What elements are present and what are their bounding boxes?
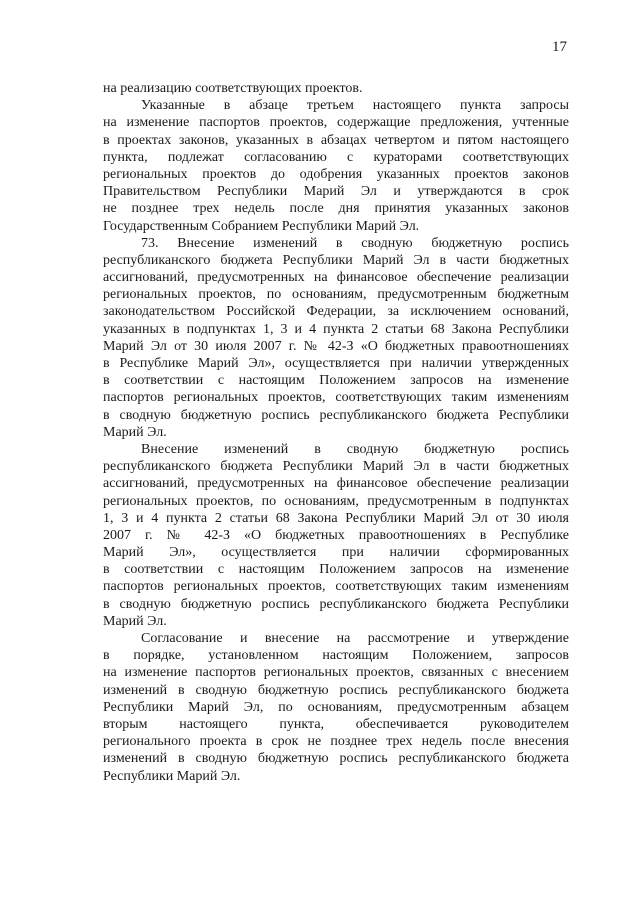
text-line: изменений в сводную бюджетную роспись республиканского бюджета: [103, 682, 569, 698]
text-line: ассигнований, предусмотренных на финансовое обеспечение реализации: [103, 270, 569, 286]
text-line: изменений в сводную бюджетную роспись республиканского бюджета: [103, 751, 569, 767]
text-line: республиканского бюджета Республики Марий Эл в части бюджетных: [103, 252, 569, 268]
text-line: Республики Марий Эл, по основаниям, предусмотренным абзацем: [103, 699, 569, 715]
text-line: региональных проектов до одобрения указанных проектов законов: [103, 166, 569, 182]
text-line: Внесение изменений в сводную бюджетную роспись: [141, 441, 569, 457]
text-line: на реализацию соответствующих проектов.: [103, 81, 363, 96]
text-line: в Республике Марий Эл», осуществляется при наличии утвержденных: [103, 356, 569, 371]
text-line: Марий Эл», осуществляется при наличии сформированных: [103, 545, 569, 561]
text-line: пункта, подлежат согласованию с кураторами соответствующих: [103, 149, 569, 165]
text-line: 1, 3 и 4 пункта 2 статьи 68 Закона Республики Марий Эл от 30 июля: [103, 510, 569, 526]
text-line: ассигнований, предусмотренных на финансовое обеспечение реализации: [103, 476, 569, 492]
text-line: на изменение паспортов региональных проектов, связанных с внесением: [103, 665, 569, 681]
page-number: 17: [552, 39, 567, 55]
text-line: паспортов региональных проектов, соответствующих таким изменениям: [103, 390, 569, 406]
text-line: законодательством Российской Федерации, за исключением оснований,: [103, 304, 569, 320]
text-line: указанных в подпунктах 1, 3 и 4 пункта 2 статьи 68 Закона Республики: [103, 321, 569, 337]
text-line: в сводную бюджетную роспись республиканского бюджета Республики: [103, 596, 569, 612]
text-line: Правительством Республики Марий Эл и утверждаются в срок: [103, 184, 569, 200]
text-line: Марий Эл.: [103, 613, 167, 629]
text-line: Марий Эл от 30 июля 2007 г. № 42-З «О бюджетных правоотношениях: [103, 338, 569, 354]
text-line: в проектах законов, указанных в абзацах четвертом и пятом настоящего: [103, 132, 569, 148]
text-line: Государственным Собранием Республики Марий Эл.: [103, 218, 420, 234]
text-line: в порядке, установленном настоящим Положением, запросов: [103, 648, 569, 664]
text-line: вторым настоящего пункта, обеспечивается руководителем: [103, 716, 569, 732]
text-line: в соответствии с настоящим Положением запросов на изменение: [103, 562, 569, 578]
text-line: Согласование и внесение на рассмотрение и утверждение: [141, 631, 569, 646]
text-line: региональных проектов, по основаниям, предусмотренным бюджетным: [103, 287, 569, 303]
text-line: в соответствии с настоящим Положением запросов на изменение: [103, 373, 569, 389]
text-line: Марий Эл.: [103, 424, 167, 440]
document-body: [103, 80, 569, 785]
text-line: Республики Марий Эл.: [103, 768, 241, 784]
text-line: в сводную бюджетную роспись республиканского бюджета Республики: [103, 407, 569, 423]
text-line: Указанные в абзаце третьем настоящего пункта запросы: [141, 98, 569, 114]
text-line: не позднее трех недель после дня принятия указанных законов: [103, 201, 569, 217]
text-line: паспортов региональных проектов, соответствующих таким изменениям: [103, 579, 569, 595]
text-line: региональных проектов, по основаниям, предусмотренным в подпунктах: [103, 493, 569, 509]
text-line: республиканского бюджета Республики Марий Эл в части бюджетных: [103, 459, 569, 475]
text-line: регионального проекта в срок не позднее трех недель после внесения: [103, 734, 569, 750]
text-line: 2007 г. № 42-З «О бюджетных правоотношениях в Республике: [103, 527, 569, 543]
text-line: на изменение паспортов проектов, содержащие предложения, учтенные: [103, 115, 569, 131]
text-line: 73. Внесение изменений в сводную бюджетную роспись: [141, 235, 569, 251]
